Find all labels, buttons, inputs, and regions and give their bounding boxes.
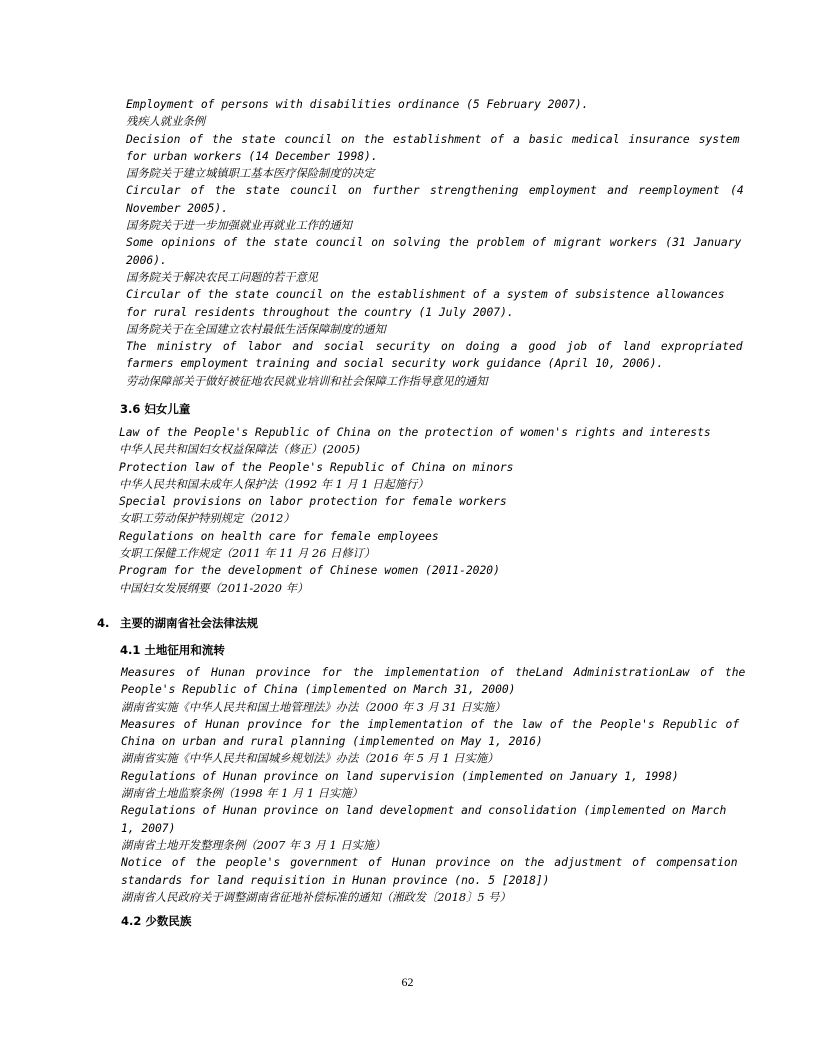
page-number: 62 (401, 975, 414, 989)
section-4-1-heading: 4.1 土地征用和流转 (120, 643, 225, 657)
list-line: Special provisions on labor protection for female workers (119, 495, 507, 509)
list-line: for rural residents throughout the country (1 July 2007). (126, 305, 514, 319)
list-line: 国务院关于解决农民工问题的若干意见 (126, 270, 319, 284)
list-line: Employment of persons with disabilities ordinance (5 February 2007). (126, 98, 589, 111)
section-4-heading (97, 615, 258, 631)
list-line: 中华人民共和国妇女权益保障法（修正）(2005) (119, 443, 360, 457)
list-line: Measures of Hunan province for the implementation of theLand AdministrationLaw of the (121, 666, 746, 679)
list-line: Circular of the state council on further strengthening employment and reemployment (4 (126, 184, 744, 198)
list-line: Regulations of Hunan province on land supervision (implemented on January 1, 1998) (121, 769, 679, 783)
list-line: Measures of Hunan province for the implementation of the law of the People's Republic of (121, 717, 740, 731)
list-line: for urban workers (14 December 1998). (126, 149, 378, 163)
section-4-title: 主要的湖南省社会法律法规 (120, 616, 258, 630)
list-line: 湖南省实施《中华人民共和国城乡规划法》办法（2016 年 5 月 1 日实施） (121, 752, 499, 766)
list-line: farmers employment training and social security work guidance (April 10, 2006). (126, 357, 664, 371)
section-4-number: 4. (97, 616, 110, 630)
list-line: 国务院关于建立城镇职工基本医疗保险制度的决定 (126, 167, 375, 181)
list-line: 1, 2007) (121, 821, 176, 835)
list-line: 湖南省土地开发整理条例（2007 年 3 月 1 日实施） (121, 838, 386, 852)
list-line: 湖南省人民政府关于调整湖南省征地补偿标准的通知（湘政发〔2018〕5 号） (121, 890, 511, 904)
list-line: Program for the development of Chinese women (2011-2020) (119, 564, 500, 578)
list-line: People's Republic of China (implemented on March 31, 2000) (121, 683, 516, 697)
list-line: China on urban and rural planning (implemented on May 1, 2016) (121, 735, 543, 749)
list-line: Decision of the state council on the establishment of a basic medical insurance system (126, 132, 740, 146)
list-line: November 2005). (126, 201, 229, 215)
list-line: 中国妇女发展纲要（2011-2020 年） (119, 581, 309, 595)
list-line: 2006). (126, 253, 167, 267)
list-line: Some opinions of the state council on solving the problem of migrant workers (31 January (126, 236, 742, 250)
list-line: Law of the People's Republic of China on the protection of women's rights and interests (119, 426, 711, 439)
list-line: 国务院关于在全国建立农村最低生活保障制度的通知 (126, 322, 386, 336)
list-line: 残疾人就业条例 (126, 115, 206, 129)
list-line: 湖南省土地监察条例（1998 年 1 月 1 日实施） (121, 787, 363, 801)
section-3-5-list (126, 96, 744, 390)
list-line: 劳动保障部关于做好被征地农民就业培训和社会保障工作指导意见的通知 (126, 374, 488, 388)
list-line: 中华人民共和国未成年人保护法（1992 年 1 月 1 日起施行） (119, 477, 429, 491)
list-line: Protection law of the People's Republic of China on minors (119, 460, 514, 474)
list-line: 女职工保健工作规定（2011 年 11 月 26 日修订） (119, 547, 376, 561)
list-line: The ministry of labor and social security on doing a good job of land expropriated (126, 340, 743, 354)
list-line: 国务院关于进一步加强就业再就业工作的通知 (126, 219, 352, 233)
list-line: Regulations of Hunan province on land development and consolidation (implemented on March (121, 804, 727, 818)
list-line: Circular of the state council on the establishment of a system of subsistence allowances (126, 288, 725, 302)
list-line: 女职工劳动保护特别规定（2012） (119, 512, 295, 526)
list-line: 湖南省实施《中华人民共和国土地管理法》办法（2000 年 3 月 31 日实施） (121, 700, 506, 714)
section-4-1-list (121, 664, 745, 906)
list-line: Regulations on health care for female employees (119, 529, 439, 543)
section-3-6-heading: 3.6 妇女儿童 (120, 402, 191, 416)
section-4-2-heading: 4.2 少数民族 (121, 914, 192, 928)
list-line: Notice of the people's government of Hunan province on the adjustment of compensation (121, 856, 738, 870)
section-3-6-list (119, 424, 711, 597)
list-line: standards for land requisition in Hunan province (no. 5 [2018]) (121, 873, 550, 887)
